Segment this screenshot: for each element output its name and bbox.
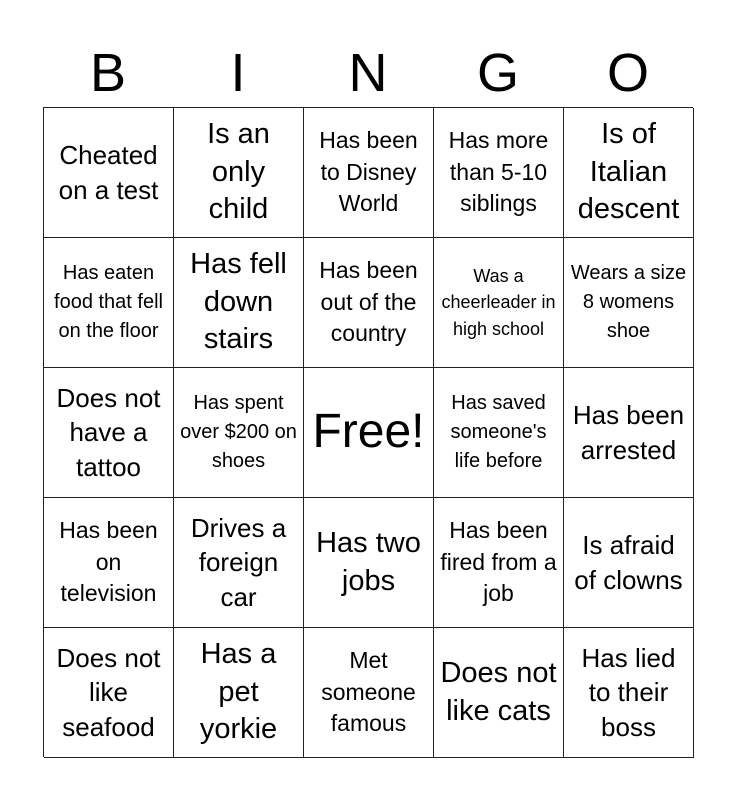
- bingo-cell[interactable]: [564, 498, 694, 628]
- bingo-cell[interactable]: [564, 368, 694, 498]
- bingo-cell[interactable]: [434, 238, 564, 368]
- cell-text: Met someone famous: [321, 646, 416, 737]
- bingo-cell[interactable]: [304, 628, 434, 758]
- header-letter-i: I: [230, 43, 246, 103]
- bingo-cell[interactable]: [304, 108, 434, 238]
- bingo-cell[interactable]: [44, 628, 174, 758]
- cell-text: Has been on television: [59, 516, 158, 607]
- bingo-header: [43, 40, 693, 106]
- cell-text: Drives a foreign car: [190, 513, 287, 612]
- bingo-board: [43, 107, 693, 757]
- bingo-cell[interactable]: [434, 498, 564, 628]
- bingo-cell[interactable]: [564, 238, 694, 368]
- bingo-cell[interactable]: [304, 498, 434, 628]
- free-space-cell[interactable]: [304, 368, 434, 498]
- bingo-cell[interactable]: [44, 238, 174, 368]
- cell-text: Has a pet yorkie: [199, 637, 278, 746]
- cell-text: Is of Italian descent: [577, 117, 680, 226]
- cell-text: Has been out of the country: [319, 256, 418, 347]
- bingo-cell[interactable]: [44, 368, 174, 498]
- bingo-cell[interactable]: [434, 628, 564, 758]
- bingo-cell[interactable]: [44, 498, 174, 628]
- free-space-text: Free!: [312, 405, 425, 459]
- cell-text: Is an only child: [207, 117, 270, 226]
- cell-text: Has been fired from a job: [440, 516, 557, 607]
- bingo-cell[interactable]: [304, 238, 434, 368]
- cell-text: Does not like cats: [440, 656, 557, 727]
- bingo-cell[interactable]: [434, 108, 564, 238]
- cell-text: Has more than 5-10 siblings: [448, 126, 549, 217]
- cell-text: Wears a size 8 womens shoe: [570, 262, 687, 342]
- cell-text: Has two jobs: [316, 526, 421, 597]
- cell-text: Was a cheerleader in high school: [441, 266, 556, 339]
- cell-text: Cheated on a test: [58, 140, 159, 205]
- bingo-cell[interactable]: [174, 628, 304, 758]
- cell-text: Has lied to their boss: [581, 643, 676, 742]
- header-letter-n: N: [348, 43, 388, 103]
- cell-text: Does not like seafood: [56, 643, 161, 742]
- cell-text: Has been to Disney World: [319, 126, 418, 217]
- header-letter-b: B: [89, 43, 127, 103]
- bingo-cell[interactable]: [174, 238, 304, 368]
- bingo-cell[interactable]: [174, 368, 304, 498]
- cell-text: Has saved someone's life before: [450, 392, 547, 472]
- bingo-cell[interactable]: [434, 368, 564, 498]
- cell-text: Has eaten food that fell on the floor: [54, 262, 163, 342]
- header-letter-g: G: [476, 43, 519, 103]
- cell-text: Has spent over $200 on shoes: [180, 392, 297, 472]
- cell-text: Has been arrested: [572, 400, 685, 465]
- bingo-cell[interactable]: [174, 108, 304, 238]
- bingo-cell[interactable]: [564, 628, 694, 758]
- cell-text: Has fell down stairs: [190, 247, 287, 356]
- cell-text: Does not have a tattoo: [56, 383, 161, 482]
- bingo-cell[interactable]: [174, 498, 304, 628]
- header-letter-o: O: [606, 43, 649, 103]
- cell-text: Is afraid of clowns: [574, 530, 683, 595]
- bingo-cell[interactable]: [564, 108, 694, 238]
- bingo-cell[interactable]: [44, 108, 174, 238]
